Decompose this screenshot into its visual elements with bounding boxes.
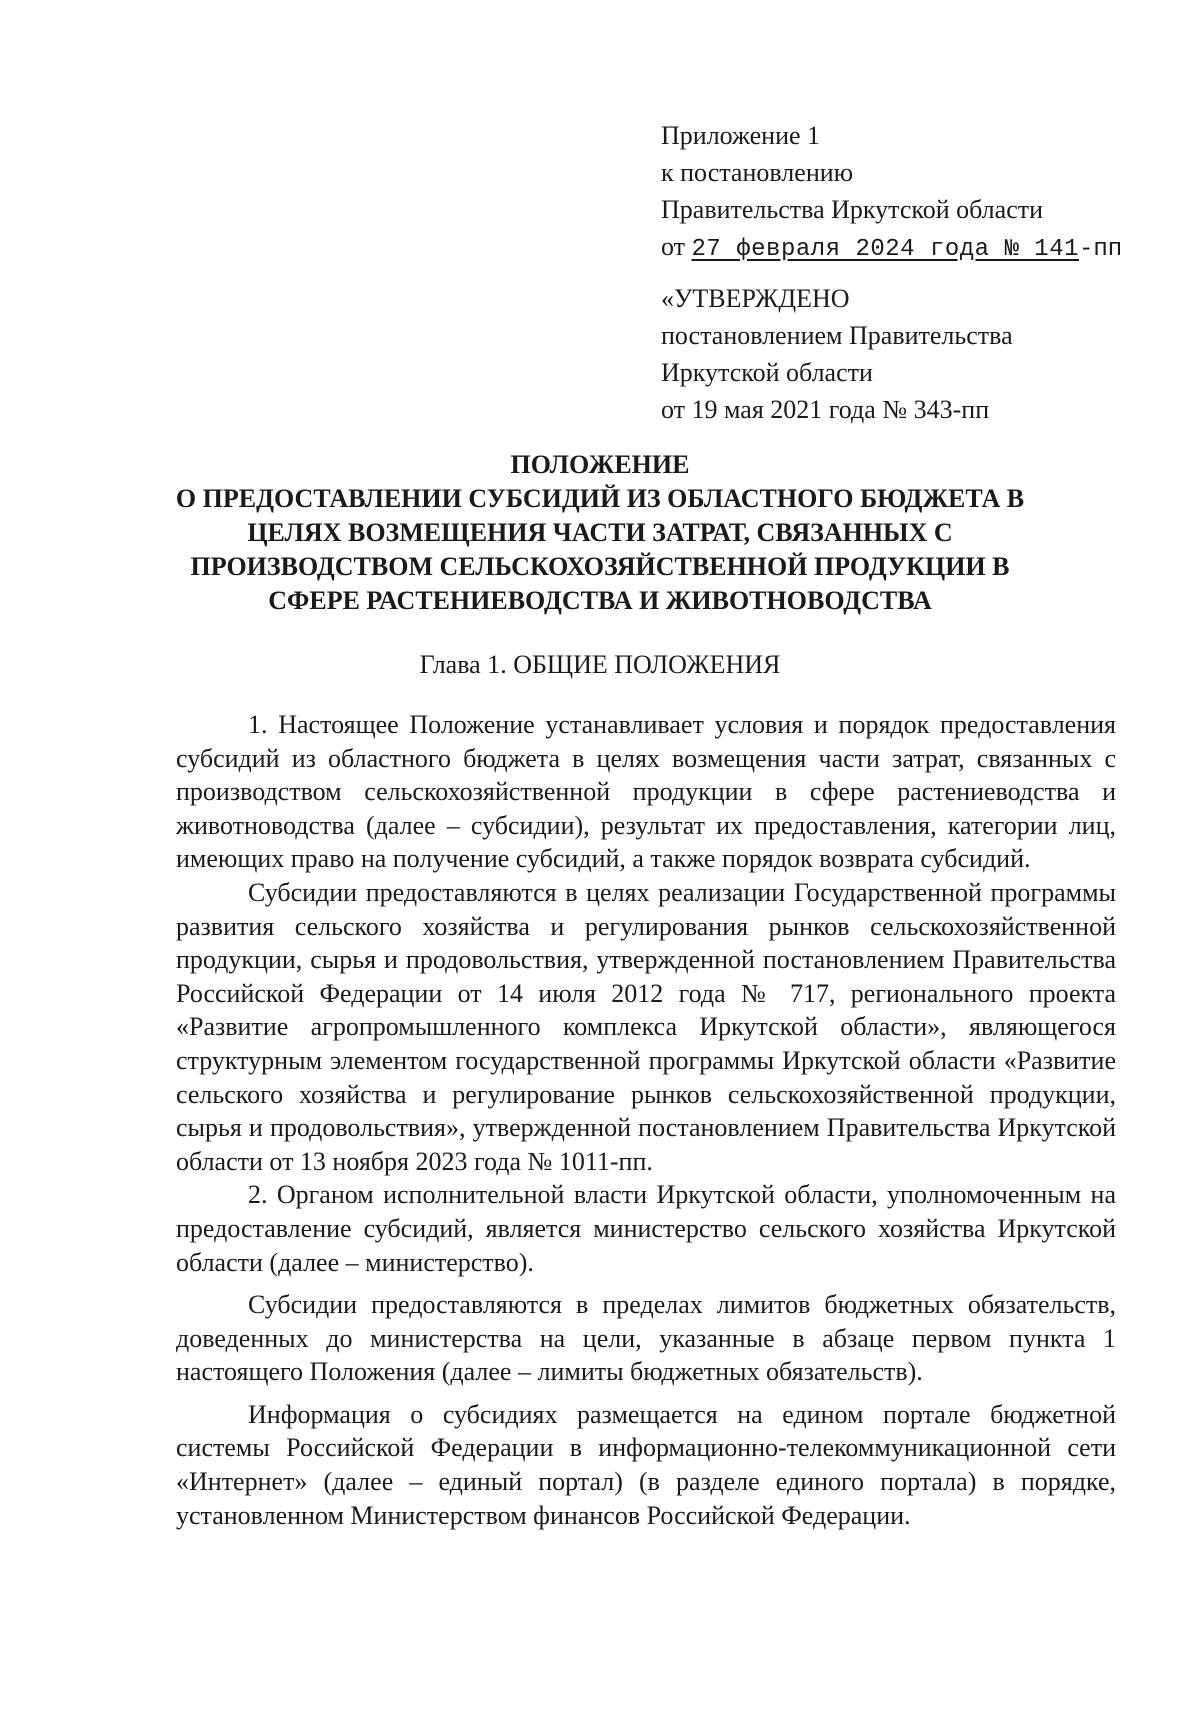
title-line-4: ПРОИЗВОДСТВОМ СЕЛЬСКОХОЗЯЙСТВЕННОЙ ПРОДУКЦИИ В xyxy=(190,552,1010,581)
appendix-date-line xyxy=(661,228,1131,268)
approved-line-4: от 19 мая 2021 года № 343-пп xyxy=(661,395,990,424)
approved-line-3: Иркутской области xyxy=(661,358,873,387)
appendix-line-2: к постановлению xyxy=(661,158,854,187)
appendix-date-suffix: -пп xyxy=(1079,236,1123,263)
appendix-line-3: Правительства Иркутской области xyxy=(661,195,1044,224)
appendix-line-1: Приложение 1 xyxy=(661,121,821,150)
approved-line-1: «УТВЕРЖДЕНО xyxy=(661,284,850,313)
title-line-2: О ПРЕДОСТАВЛЕНИИ СУБСИДИЙ ИЗ ОБЛАСТНОГО БЮДЖЕТА В xyxy=(175,484,1025,513)
appendix-header xyxy=(661,117,1131,268)
approved-line-2: постановлением Правительства xyxy=(661,321,1013,350)
title-line-5: СФЕРЕ РАСТЕНИЕВОДСТВА И ЖИВОТНОВОДСТВА xyxy=(268,586,932,615)
approved-stamp-block xyxy=(661,280,1131,428)
document-title xyxy=(150,448,1050,618)
chapter-heading: Глава 1. ОБЩИЕ ПОЛОЖЕНИЯ xyxy=(419,650,781,679)
title-line-3: ЦЕЛЯХ ВОЗМЕЩЕНИЯ ЧАСТИ ЗАТРАТ, СВЯЗАННЫХ С xyxy=(247,518,953,547)
paragraph-4: Субсидии предоставляются в пределах лимитов бюджетных обязательств, доведенных до министерства на цели, указанные в абзаце первом пункта 1 настоящего Положения (далее – лимиты бюджетных обязательств). xyxy=(176,1290,1116,1387)
appendix-date-value: 27 февраля 2024 года № 141 xyxy=(691,236,1079,263)
document-body xyxy=(176,708,1116,1532)
title-line-1: ПОЛОЖЕНИЕ xyxy=(510,450,690,479)
paragraph-1: 1. Настоящее Положение устанавливает условия и порядок предоставления субсидий из областного бюджета в целях возмещения части затрат, связанных с производством сельскохозяйственной продукции в сфере растениеводства и животноводства (далее – субсидии), результат их предоставления, категории лиц, имеющих право на получение субсидий, а также порядок возврата субсидий. xyxy=(176,710,1116,874)
appendix-date-prefix: от xyxy=(661,232,686,261)
paragraph-3: 2. Органом исполнительной власти Иркутской области, уполномоченным на предоставление субсидий, является министерство сельского хозяйства Иркутской области (далее – министерство). xyxy=(176,1180,1116,1277)
paragraph-5: Информация о субсидиях размещается на едином портале бюджетной системы Российской Федерации в информационно-телекоммуникационной сети «Интернет» (далее – единый портал) (в разделе единого портала) в порядке, установленном Министерством финансов Российской Федерации. xyxy=(176,1399,1116,1530)
paragraph-2: Субсидии предоставляются в целях реализации Государственной программы развития сельского хозяйства и регулирования рынков сельскохозяйственной продукции, сырья и продовольствия, утвержденной постановлением Правительства Российской Федерации от 14 июля 2012 года № 717, регионального проекта «Развитие агропромышленного комплекса Иркутской области», являющегося структурным элементом государственной программы Иркутской области «Развитие сельского хозяйства и регулирование рынков сельскохозяйственной продукции, сырья и продовольствия», утвержденной постановлением Правительства Иркутской области от 13 ноября 2023 года № 1011-пп. xyxy=(176,877,1116,1176)
